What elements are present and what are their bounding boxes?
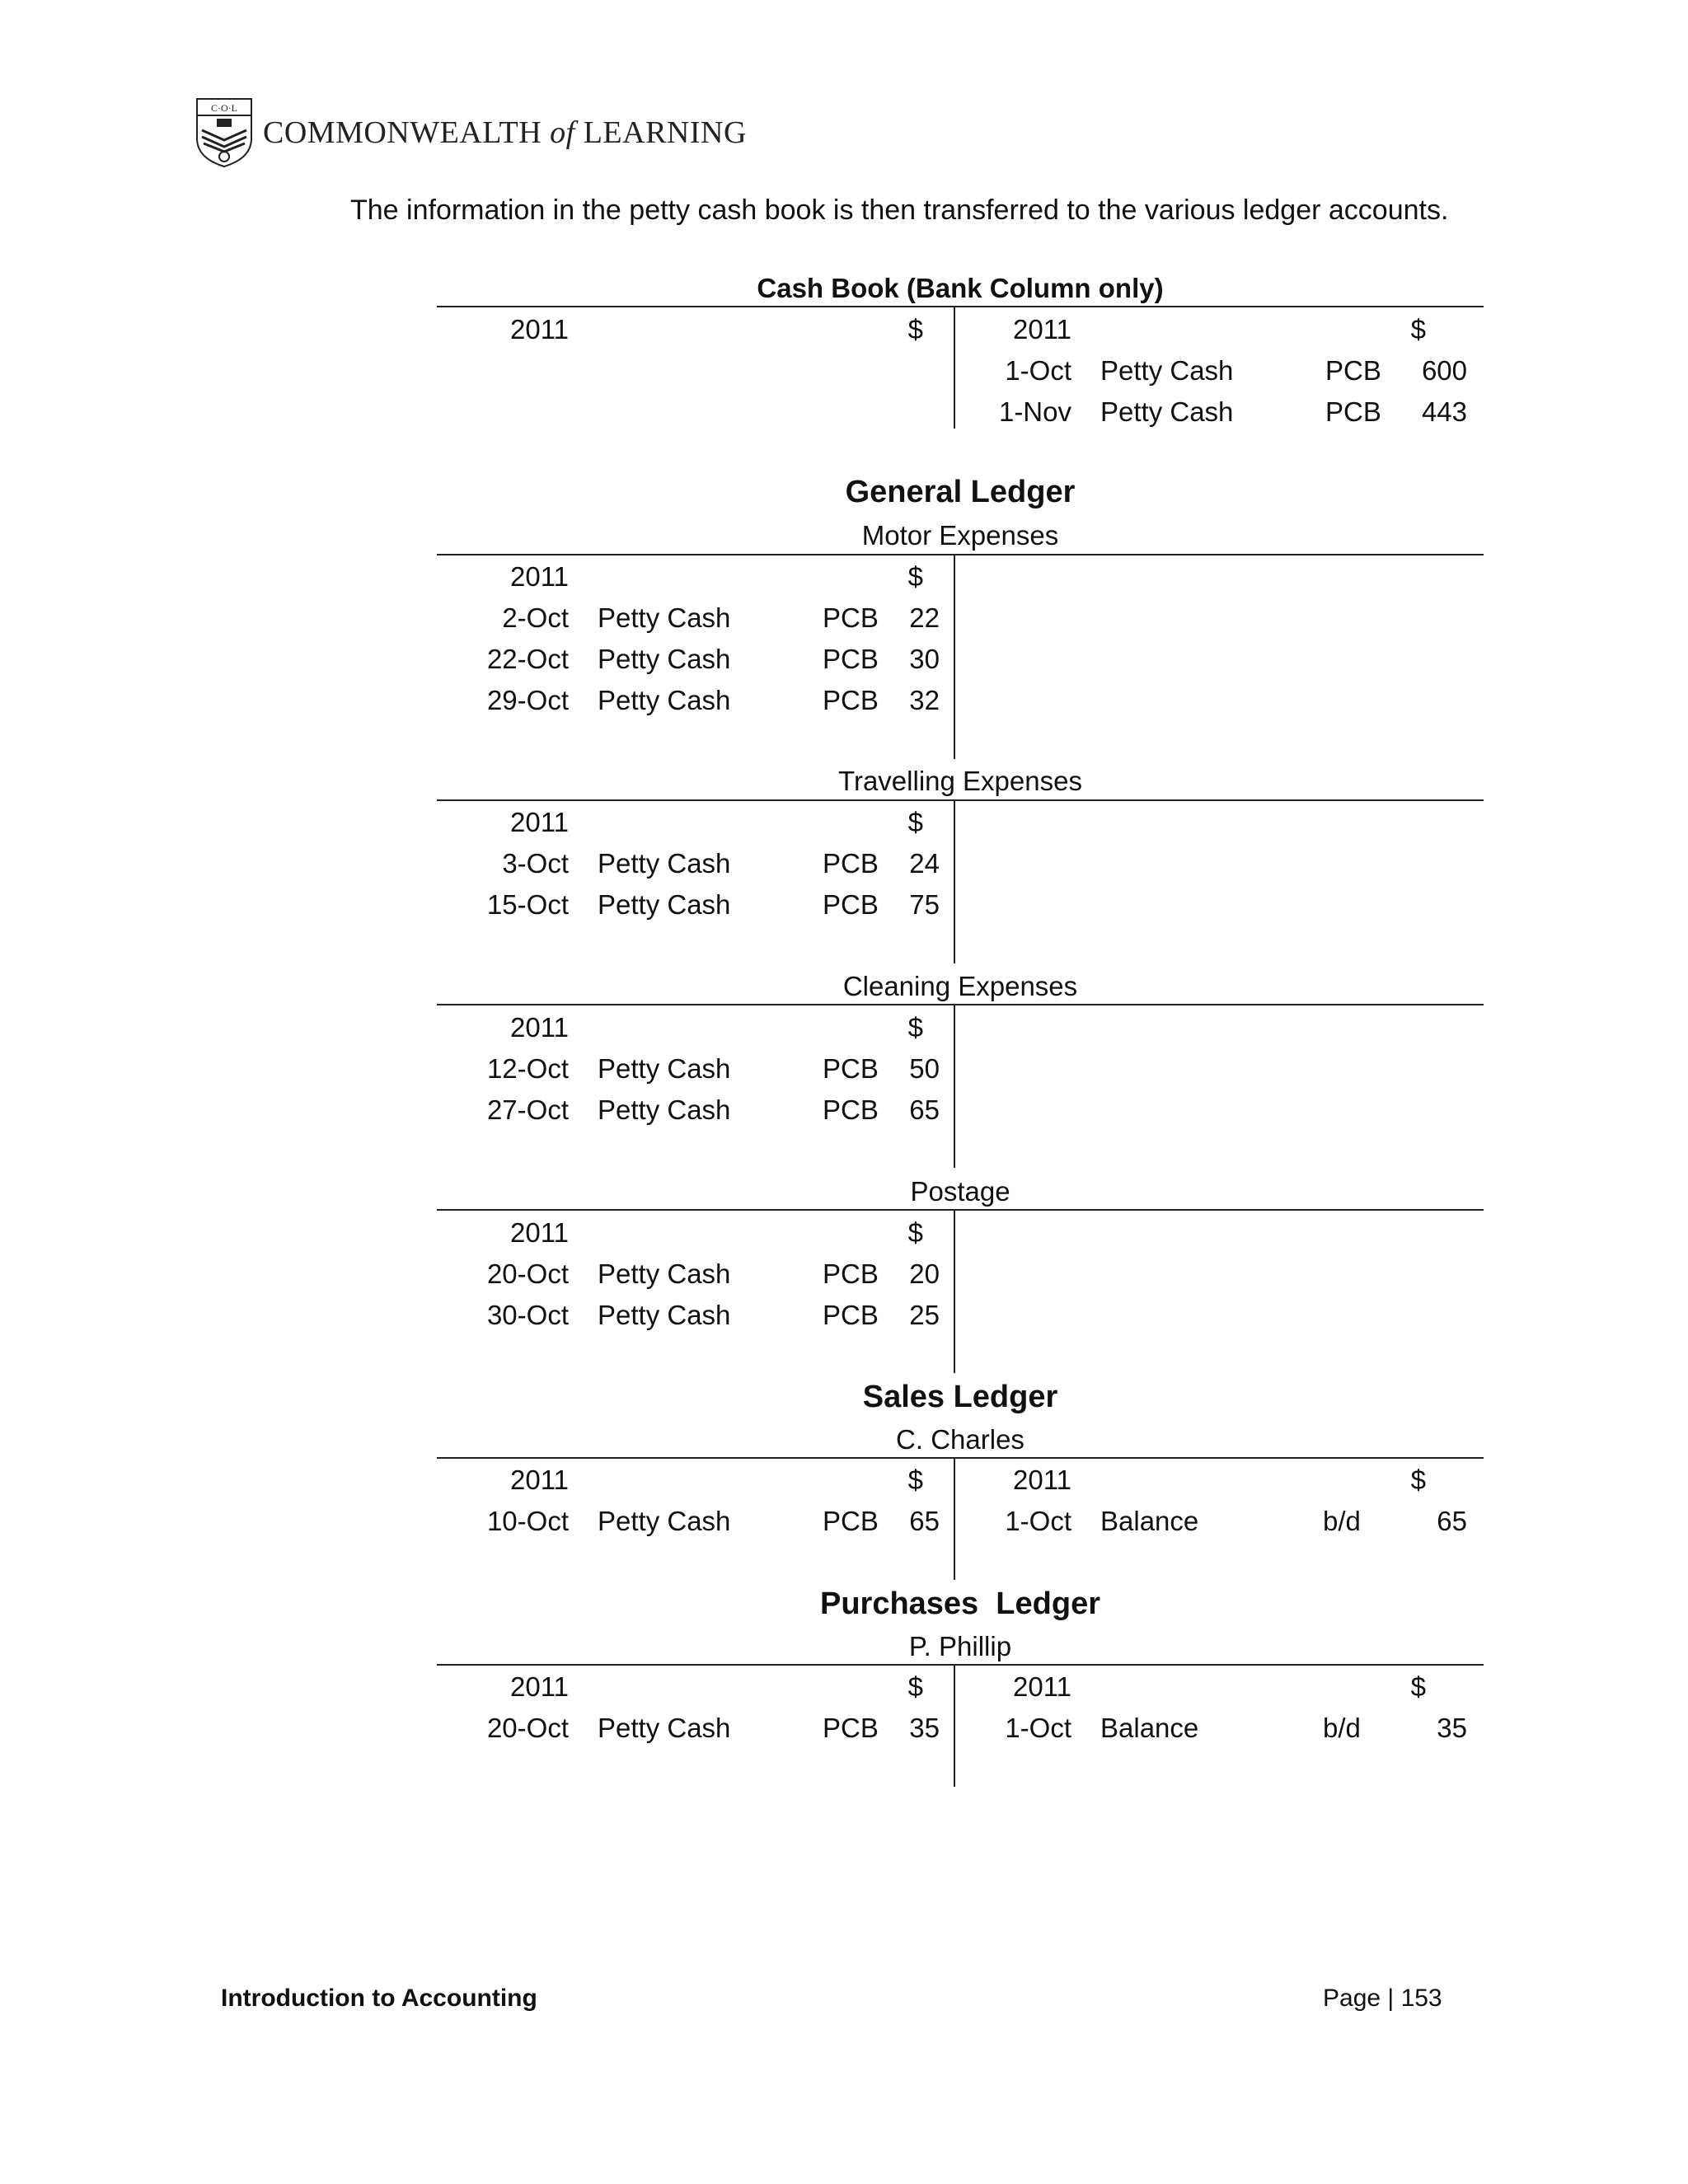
ledger-folio: PCB bbox=[823, 685, 879, 715]
ledger-amount: 443 bbox=[1421, 396, 1467, 427]
ledger-folio: b/d bbox=[1323, 1713, 1361, 1743]
ledger-folio: PCB bbox=[823, 602, 879, 633]
ledger-description: Petty Cash bbox=[598, 1053, 731, 1084]
ledger-amount: 20 bbox=[909, 1258, 940, 1289]
footer-page-number bbox=[1323, 1985, 1442, 2013]
ledger-description: Petty Cash bbox=[598, 685, 731, 715]
account-currency: $ bbox=[907, 1012, 923, 1043]
account-divider bbox=[954, 1210, 955, 1373]
account-title-p-phillip: P. Phillip bbox=[908, 1631, 1012, 1661]
logo-wordmark: COMMONWEALTH of LEARNING bbox=[263, 115, 747, 150]
account-year: 2011 bbox=[510, 1465, 569, 1495]
ledger-amount: 22 bbox=[909, 602, 940, 633]
ledger-folio: PCB bbox=[823, 644, 879, 674]
account-divider bbox=[954, 555, 955, 759]
ledger-date: 1-Oct bbox=[1005, 355, 1071, 386]
page-number: 153 bbox=[1400, 1985, 1442, 2012]
col-logo bbox=[195, 97, 747, 168]
account-title-postage: Postage bbox=[910, 1176, 1010, 1207]
account-title-cleaning-expenses: Cleaning Expenses bbox=[842, 971, 1078, 1001]
page-separator: | bbox=[1387, 1985, 1395, 2012]
ledger-amount: 32 bbox=[909, 685, 940, 715]
page-label: Page bbox=[1323, 1985, 1381, 2012]
ledger-description: Petty Cash bbox=[598, 1094, 731, 1125]
ledger-folio: PCB bbox=[823, 1506, 879, 1536]
cash-book-left-year: 2011 bbox=[510, 314, 569, 344]
ledger-description: Petty Cash bbox=[598, 848, 731, 879]
ledger-amount: 65 bbox=[1437, 1506, 1467, 1536]
account-year: 2011 bbox=[510, 1217, 569, 1248]
account-title-travelling-expenses: Travelling Expenses bbox=[838, 766, 1082, 796]
ledger-folio: PCB bbox=[823, 889, 879, 920]
ledger-folio: PCB bbox=[1325, 396, 1381, 427]
ledger-amount: 30 bbox=[909, 644, 940, 674]
ledger-folio: PCB bbox=[823, 1258, 879, 1289]
cash-book-left-currency: $ bbox=[907, 314, 923, 344]
ledger-date: 27-Oct bbox=[486, 1094, 569, 1125]
ledger-description: Petty Cash bbox=[598, 1300, 731, 1330]
ledger-date: 20-Oct bbox=[486, 1713, 569, 1743]
account-top-rule bbox=[437, 1664, 1484, 1666]
ledger-folio: PCB bbox=[823, 1053, 879, 1084]
ledger-description: Petty Cash bbox=[1100, 355, 1234, 386]
account-top-rule bbox=[437, 1004, 1484, 1005]
cash-book-divider bbox=[954, 307, 955, 429]
svg-text:C·O·L: C·O·L bbox=[211, 102, 237, 114]
ledger-date: 2-Oct bbox=[502, 602, 569, 633]
ledger-date: 30-Oct bbox=[486, 1300, 569, 1330]
account-year: 2011 bbox=[1013, 1671, 1071, 1702]
cash-book-top-rule bbox=[437, 306, 1484, 307]
ledger-amount: 35 bbox=[909, 1713, 940, 1743]
ledger-amount: 75 bbox=[909, 889, 940, 920]
ledger-folio: PCB bbox=[823, 1300, 879, 1330]
ledger-folio: b/d bbox=[1323, 1506, 1361, 1536]
account-top-rule bbox=[437, 1457, 1484, 1459]
account-year: 2011 bbox=[1013, 1465, 1071, 1495]
ledger-amount: 35 bbox=[1437, 1713, 1467, 1743]
general-ledger-heading: General Ledger bbox=[845, 475, 1076, 509]
ledger-amount: 65 bbox=[909, 1094, 940, 1125]
crest-icon bbox=[195, 97, 253, 168]
ledger-date: 20-Oct bbox=[486, 1258, 569, 1289]
account-title-c-charles: C. Charles bbox=[896, 1424, 1025, 1455]
ledger-date: 3-Oct bbox=[502, 848, 569, 879]
ledger-date: 15-Oct bbox=[486, 889, 569, 920]
account-year: 2011 bbox=[510, 807, 569, 837]
account-top-rule bbox=[437, 799, 1484, 801]
account-year: 2011 bbox=[510, 1671, 569, 1702]
account-currency: $ bbox=[907, 1217, 923, 1248]
ledger-folio: PCB bbox=[823, 848, 879, 879]
account-currency: $ bbox=[907, 807, 923, 837]
ledger-folio: PCB bbox=[823, 1713, 879, 1743]
account-divider bbox=[954, 1458, 955, 1580]
account-year: 2011 bbox=[510, 1012, 569, 1043]
ledger-description: Petty Cash bbox=[1100, 396, 1234, 427]
sales-ledger-heading: Sales Ledger bbox=[862, 1380, 1058, 1414]
ledger-description: Petty Cash bbox=[598, 1258, 731, 1289]
ledger-date: 1-Oct bbox=[1005, 1506, 1071, 1536]
footer-course-title: Introduction to Accounting bbox=[221, 1985, 537, 2012]
account-currency: $ bbox=[1410, 1465, 1426, 1495]
cash-book-right-year: 2011 bbox=[1013, 314, 1071, 344]
ledger-description: Petty Cash bbox=[598, 1506, 731, 1536]
ledger-description: Balance bbox=[1100, 1506, 1199, 1536]
ledger-date: 12-Oct bbox=[486, 1053, 569, 1084]
ledger-amount: 65 bbox=[909, 1506, 940, 1536]
cash-book-right-currency: $ bbox=[1410, 314, 1426, 344]
ledger-description: Petty Cash bbox=[598, 889, 731, 920]
ledger-description: Petty Cash bbox=[598, 644, 731, 674]
purchases-ledger-heading: Purchases Ledger bbox=[819, 1586, 1101, 1621]
ledger-folio: PCB bbox=[823, 1094, 879, 1125]
ledger-description: Petty Cash bbox=[598, 602, 731, 633]
account-divider bbox=[954, 800, 955, 963]
ledger-amount: 50 bbox=[909, 1053, 940, 1084]
intro-paragraph: The information in the petty cash book is then transferred to the various ledger accounts. bbox=[350, 194, 1449, 226]
ledger-amount: 25 bbox=[909, 1300, 940, 1330]
account-currency: $ bbox=[907, 1671, 923, 1702]
ledger-folio: PCB bbox=[1325, 355, 1381, 386]
account-divider bbox=[954, 1665, 955, 1787]
ledger-date: 29-Oct bbox=[486, 685, 569, 715]
account-top-rule bbox=[437, 554, 1484, 555]
account-top-rule bbox=[437, 1209, 1484, 1211]
account-currency: $ bbox=[907, 561, 923, 592]
account-year: 2011 bbox=[510, 561, 569, 592]
ledger-amount: 600 bbox=[1421, 355, 1467, 386]
ledger-date: 1-Oct bbox=[1005, 1713, 1071, 1743]
account-divider bbox=[954, 1005, 955, 1168]
ledger-date: 1-Nov bbox=[998, 396, 1071, 427]
account-currency: $ bbox=[907, 1465, 923, 1495]
account-title-motor-expenses: Motor Expenses bbox=[861, 520, 1059, 551]
ledger-date: 10-Oct bbox=[486, 1506, 569, 1536]
account-currency: $ bbox=[1410, 1671, 1426, 1702]
cash-book-title: Cash Book (Bank Column only) bbox=[757, 273, 1164, 303]
ledger-description: Balance bbox=[1100, 1713, 1199, 1743]
ledger-amount: 24 bbox=[909, 848, 940, 879]
ledger-description: Petty Cash bbox=[598, 1713, 731, 1743]
ledger-date: 22-Oct bbox=[486, 644, 569, 674]
